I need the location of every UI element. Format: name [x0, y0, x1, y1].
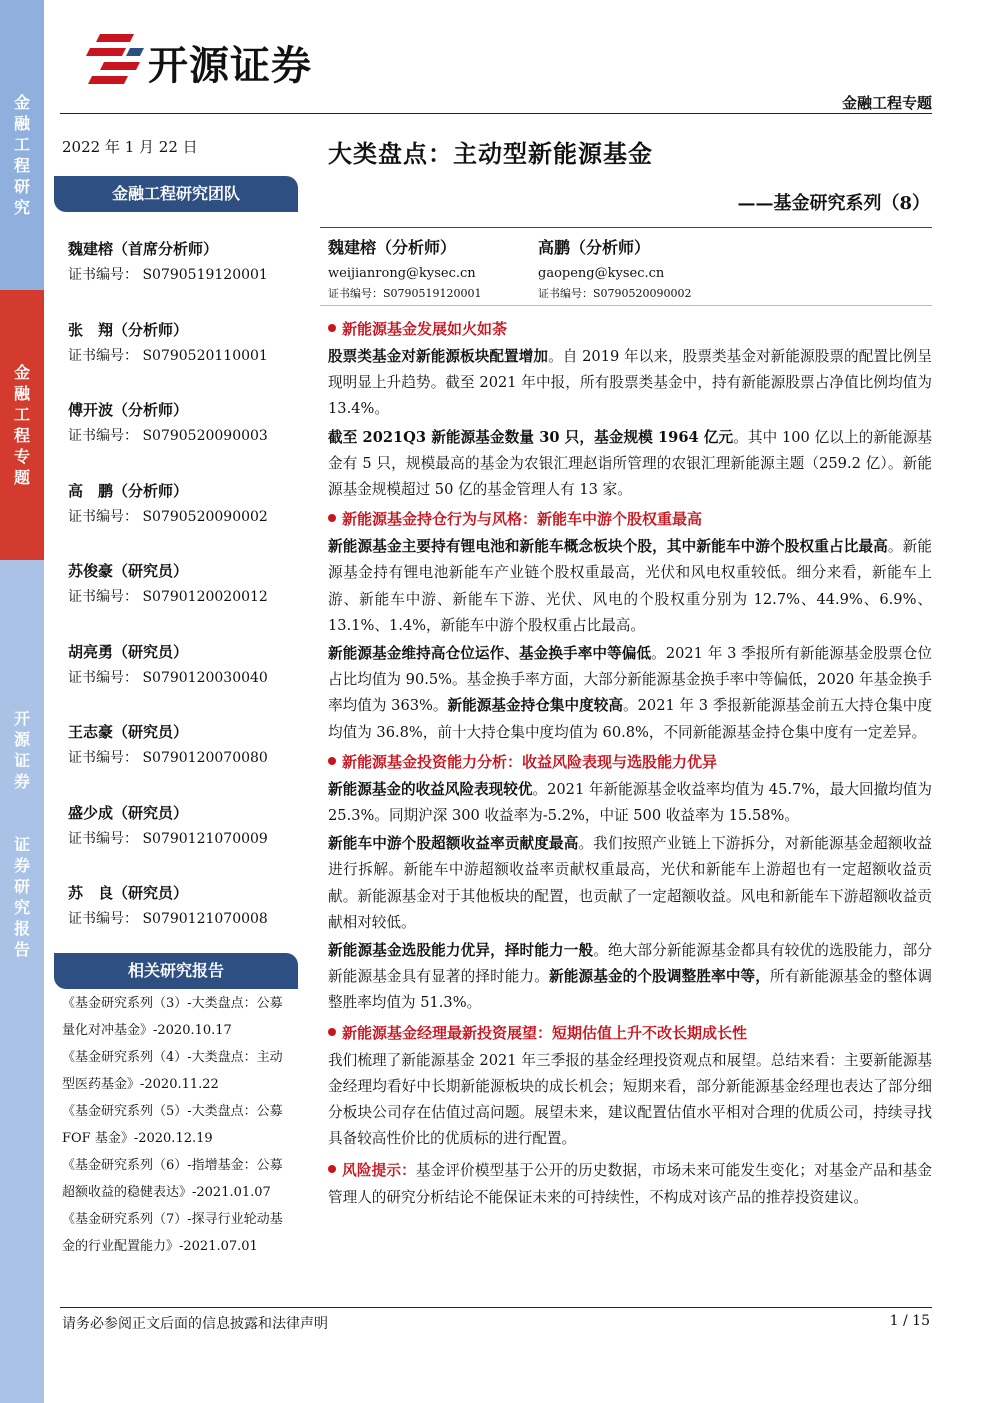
paragraph	[328, 777, 932, 829]
bullet-icon	[328, 1028, 336, 1036]
member-name: 魏建榕（首席分析师）	[68, 240, 219, 258]
member-cert: 证书编号： S0790519120001	[68, 267, 268, 283]
section-heading	[328, 749, 932, 775]
footer-disclaimer: 请务必参阅正文后面的信息披露和法律声明	[62, 1316, 328, 1332]
paragraph-text: 所有新能源基金的整体调整胜率均值为 51.3%。	[328, 968, 932, 1012]
author-name: 高鹏（分析师）	[538, 238, 651, 257]
key-finding: 新能源基金主要持有锂电池和新能车概念板块个股，其中新能车中游个股权重占比最高	[328, 538, 888, 556]
bullet-icon	[328, 757, 336, 765]
section-heading	[328, 1020, 932, 1046]
paragraph-text: 。绝大部分新能源基金都具有较优的选股能力，部分新能源基金具有显著的择时能力。	[328, 942, 932, 986]
paragraph-text: 。2021 年 3 季报新能源基金前五大持仓集中度均值为 36.8%，前十大持仓集中度均值为 60.8%，不同新能源基金持仓集中度有一定差异。	[328, 697, 932, 741]
section-heading	[328, 316, 932, 342]
side-label-research: 金 融 工 程 研 究	[13, 93, 30, 217]
section-heading-text: 新能源基金持仓行为与风格：新能车中游个股权重最高	[342, 510, 703, 529]
member-name: 苏 良（研究员）	[68, 884, 189, 902]
member-cert: 证书编号： S0790520090002	[68, 508, 268, 525]
report-date: 2022 年 1 月 22 日	[62, 138, 198, 156]
author-block	[328, 236, 928, 306]
header-divider	[60, 113, 932, 114]
team-member	[68, 238, 308, 317]
report-line: 量化对冲基金》-2020.10.17	[62, 1023, 232, 1038]
author-1	[328, 236, 482, 302]
risk-note	[328, 1158, 932, 1210]
paragraph	[328, 1048, 932, 1153]
member-cert: 证书编号： S0790520090003	[68, 428, 268, 444]
page-number: 1 / 15	[889, 1313, 930, 1329]
report-line: FOF 基金》-2020.12.19	[62, 1131, 213, 1146]
section-heading-text: 新能源基金投资能力分析：收益风险表现与选股能力优异	[342, 752, 718, 771]
side-label-topic: 金 融 工 程 专 题	[13, 363, 30, 487]
section-heading	[328, 506, 932, 532]
paragraph-text: 。2021 年新能源基金收益率均值为 45.7%，最大回撤均值为 25.3%。同期沪深 300 收益率为-5.2%，中证 500 收益率为 15.58%。	[328, 780, 932, 825]
side-band-bottom	[0, 560, 44, 1403]
author-email[interactable]: weijianrong@kysec.cn	[328, 266, 476, 281]
footer-divider	[60, 1307, 932, 1308]
report-line: 金的行业配置能力》-2021.07.01	[62, 1239, 258, 1254]
report-topic: 金融工程专题	[841, 94, 932, 112]
team-member	[68, 882, 308, 961]
key-finding: 新能源基金持仓集中度较高	[447, 697, 623, 715]
team-heading: 金融工程研究团队	[54, 176, 298, 212]
team-member	[68, 560, 308, 639]
report-line: 《基金研究系列（4）-大类盘点：主动	[62, 1050, 283, 1065]
key-finding: 新能源基金的个股调整胜率中等，	[549, 968, 771, 986]
paragraph	[328, 534, 932, 639]
side-band-top	[0, 0, 44, 290]
risk-label: 风险提示：	[342, 1162, 416, 1180]
key-finding: 新能源基金的收益风险表现较优	[328, 780, 533, 798]
brand-name: 开源证券	[148, 43, 312, 89]
author-name: 魏建榕（分析师）	[328, 238, 457, 257]
report-line: 《基金研究系列（3）-大类盘点：公募	[62, 996, 283, 1011]
report-line: 超额收益的稳健表达》-2021.01.07	[62, 1185, 271, 1200]
key-finding: 截至 2021Q3 新能源基金数量 30 只，基金规模 1964 亿元	[328, 428, 734, 446]
team-member	[68, 721, 308, 800]
reports-heading: 相关研究报告	[54, 953, 298, 989]
paragraph	[328, 831, 932, 936]
team-member	[68, 641, 308, 720]
member-cert: 证书编号： S0790520110001	[68, 347, 268, 364]
author-2	[538, 236, 692, 302]
paragraph	[328, 938, 932, 1017]
paragraph	[328, 425, 932, 504]
paragraph-text: 。新能源基金持有锂电池新能车产业链个股权重最高，光伏和风电权重较低。细分来看，新能车上游、新能车中游、新能车下游、光伏、风电的个股权重分别为 12.7%、44.9%、6.9%、13.1%、1.4%，新能车中游个股权重占比最高。	[328, 538, 932, 634]
report-title: 大类盘点：主动型新能源基金	[328, 139, 653, 168]
side-label-firm: 开 源 证 券 证 券 研 究 报 告	[13, 709, 30, 959]
bullet-icon	[328, 514, 336, 522]
report-line: 《基金研究系列（5）-大类盘点：公募	[62, 1104, 283, 1119]
report-line: 《基金研究系列（6）-指增基金：公募	[62, 1158, 283, 1173]
member-name: 苏俊豪（研究员）	[68, 562, 189, 580]
member-cert: 证书编号： S0790120070080	[68, 750, 268, 766]
member-name: 张 翔（分析师）	[68, 320, 189, 339]
logo-mark-icon	[86, 28, 146, 92]
report-line: 型医药基金》-2020.11.22	[62, 1077, 219, 1092]
title-divider	[320, 227, 932, 228]
key-finding: 新能车中游个股超额收益率贡献度最高	[328, 835, 579, 853]
paragraph-text: 。自 2019 年以来，股票类基金对新能源股票的配置比例呈现明显上升趋势。截至 2021 年中报，所有股票类基金中，持有新能源股票占净值比例均值为 13.4%。	[328, 348, 932, 418]
side-band	[0, 0, 44, 1403]
report-summary	[328, 313, 932, 1211]
bullet-icon	[328, 324, 336, 332]
paragraph-text: 。其中 100 亿以上的新能源基金有 5 只，规模最高的基金为农银汇理赵诣所管理的农银汇理新能源主题（259.2 亿）。新能源基金规模超过 50 亿的基金管理人有 13 家。	[328, 428, 932, 499]
key-finding: 新能源基金选股能力优异，择时能力一般	[328, 942, 594, 960]
report-line: 《基金研究系列（7）-探寻行业轮动基	[62, 1212, 283, 1227]
paragraph	[328, 641, 932, 746]
section-heading-text: 新能源基金经理最新投资展望：短期估值上升不改长期成长性	[342, 1023, 748, 1042]
bullet-icon	[328, 1165, 336, 1173]
key-finding: 股票类基金对新能源板块配置增加	[328, 348, 549, 365]
paragraph-text: 我们梳理了新能源基金 2021 年三季报的基金经理投资观点和展望。总结来看：主要新能源基金经理均看好中长期新能源板块的成长机会；短期来看，部分新能源基金经理也表达了部分细分板块公司存在估值过高问题。展望未来，建议配置估值水平相对合理的优质公司，持续寻找具备较高性价比的优质标的进行配置。	[328, 1051, 932, 1148]
member-name: 盛少成（研究员）	[68, 803, 189, 822]
author-divider	[320, 305, 932, 306]
report-subtitle: ——基金研究系列（8）	[737, 193, 930, 214]
member-cert: 证书编号： S0790120030040	[68, 669, 268, 686]
member-name: 高 鹏（分析师）	[68, 481, 189, 500]
member-cert: 证书编号： S0790120020012	[68, 589, 268, 605]
paragraph-text: 。2021 年 3 季报所有新能源基金股票仓位占比均值为 90.5%。基金换手率方面，大部分新能源基金换手率中等偏低，2020 年基金换手率均值为 363%。	[328, 645, 932, 715]
team-member	[68, 480, 308, 559]
member-cert: 证书编号： S0790121070008	[68, 911, 268, 927]
member-name: 胡亮勇（研究员）	[68, 642, 189, 661]
team-member	[68, 802, 308, 881]
paragraph-text: 。我们按照产业链上下游拆分，对新能源基金超额收益进行拆解。新能车中游超额收益率贡献权重最高，光伏和新能车上游超也有一定超额收益贡献。新能源基金对于其他板块的配置，也贡献了一定超额收益。风电和新能车下游超额收益贡献相对较低。	[328, 835, 932, 931]
member-cert: 证书编号： S0790121070009	[68, 830, 268, 847]
reports-list	[62, 990, 308, 1260]
member-name: 傅开波（分析师）	[68, 401, 189, 419]
author-cert: 证书编号：S0790520090002	[538, 287, 692, 300]
team-member	[68, 319, 308, 398]
author-cert: 证书编号：S0790519120001	[328, 287, 482, 300]
side-band-mid	[0, 290, 44, 560]
risk-text: 基金评价模型基于公开的历史数据，市场未来可能发生变化；对基金产品和基金管理人的研究分析结论不能保证未来的可持续性，不构成对该产品的推荐投资建议。	[328, 1162, 932, 1206]
section-heading-text: 新能源基金发展如火如荼	[342, 320, 508, 338]
author-email[interactable]: gaopeng@kysec.cn	[538, 266, 665, 281]
team-member	[68, 399, 308, 478]
team-list	[68, 236, 308, 961]
member-name: 王志豪（研究员）	[68, 723, 189, 741]
key-finding: 新能源基金维持高仓位运作、基金换手率中等偏低	[328, 645, 652, 663]
paragraph	[328, 344, 932, 423]
